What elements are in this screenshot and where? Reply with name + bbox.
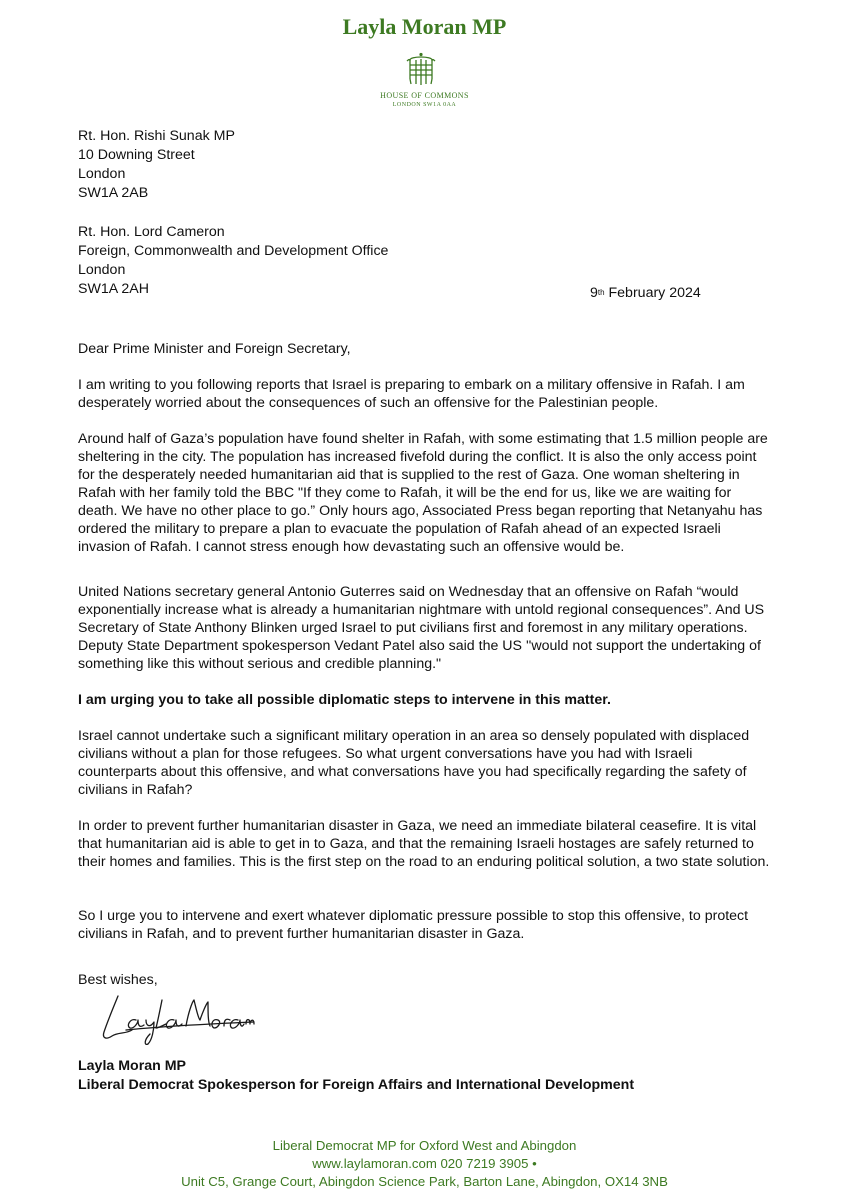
- address-line: Rt. Hon. Lord Cameron: [78, 224, 225, 240]
- address-line: London: [78, 166, 126, 182]
- signatory-block: [78, 1057, 634, 1095]
- portcullis-icon: [406, 52, 436, 86]
- signatory-title: Liberal Democrat Spokesperson for Foreign Affairs and International Development: [78, 1077, 635, 1093]
- paragraph-emphasis: I am urging you to take all possible diplomatic steps to intervene in this matter.: [78, 692, 611, 708]
- footer-address: Unit C5, Grange Court, Abingdon Science Park, Barton Lane, Abingdon, OX14 3NB: [181, 1174, 668, 1189]
- paragraph: So I urge you to intervene and exert whatever diplomatic pressure possible to stop this offensive, to protect civilians in Rafah, and to prevent further humanitarian disaster in Gaza.: [78, 908, 749, 942]
- signoff: Best wishes,: [78, 972, 158, 988]
- address-line: Foreign, Commonwealth and Development Office: [78, 243, 389, 259]
- signatory-name: Layla Moran MP: [78, 1058, 187, 1074]
- date-suffix: th: [597, 288, 605, 297]
- salutation: Dear Prime Minister and Foreign Secretary,: [78, 341, 351, 357]
- address-line: SW1A 2AB: [78, 185, 149, 201]
- paragraph: I am writing to you following reports that Israel is preparing to embark on a military offensive in Rafah. I am desperately worried about the consequences of such an offensive for the Palestinian people.: [78, 377, 745, 411]
- footer-line: Liberal Democrat MP for Oxford West and Abingdon: [272, 1138, 577, 1153]
- letterhead-name: Layla Moran MP: [342, 14, 507, 39]
- address-line: Rt. Hon. Rishi Sunak MP: [78, 128, 235, 144]
- house-of-commons: HOUSE OF COMMONS: [380, 91, 469, 100]
- letterhead-location: LONDON SW1A 0AA: [392, 102, 457, 107]
- paragraph: Around half of Gaza’s population have found shelter in Rafah, with some estimating that 1.5 million people are sheltering in the city. The population has increased fivefold during the conflict. It is also the only access point for the desperately needed humanitarian aid that is supplied to the rest of Gaza. One woman sheltering in Rafah with her family told the BBC "If they come to Rafah, it will be the end for us, like we are waiting for death. We have no other place to go.” Only hours ago, Associated Press began reporting that Netanyahu has ordered the military to prepare a plan to evacuate the population of Rafah ahead of an expected Israeli invasion of Rafah. I cannot stress enough how devastating such an offensive would be.: [78, 431, 768, 555]
- recipient-address-fcdo: [78, 223, 388, 299]
- date-rest: February 2024: [604, 285, 701, 301]
- paragraph: United Nations secretary general Antonio Guterres said on Wednesday that an offensive on Rafah “would exponentially increase what is already a humanitarian nightmare with untold regional consequences”. And US Secretary of State Anthony Blinken urged Israel to put civilians first and foremost in any military operations. Deputy State Department spokesperson Vedant Patel also said the US ''would not support the undertaking of something like this without serious and credible planning.": [78, 584, 765, 672]
- paragraph: In order to prevent further humanitarian disaster in Gaza, we need an immediate bilateral ceasefire. It is vital that humanitarian aid is able to get in to Gaza, and that the remaining Israeli hostages are safely returned to their homes and families. This is the first step on the road to an enduring political solution, a two state solution.: [78, 818, 770, 870]
- recipient-address-pm: [78, 127, 235, 203]
- address-line: London: [78, 262, 126, 278]
- footer: [0, 1137, 849, 1191]
- letter-date: [590, 283, 701, 303]
- address-line: 10 Downing Street: [78, 147, 195, 163]
- date-day: 9: [590, 285, 598, 301]
- handwritten-signature: [96, 990, 256, 1046]
- footer-contact: www.laylamoran.com 020 7219 3905 •: [312, 1156, 537, 1171]
- paragraph: Israel cannot undertake such a significant military operation in an area so densely populated with displaced civilians without a plan for those refugees. So what urgent conversations have you had with Israeli counterparts about this offensive, and what conversations have you had specifically regarding the safety of civilians in Rafah?: [78, 728, 750, 798]
- address-line: SW1A 2AH: [78, 281, 149, 297]
